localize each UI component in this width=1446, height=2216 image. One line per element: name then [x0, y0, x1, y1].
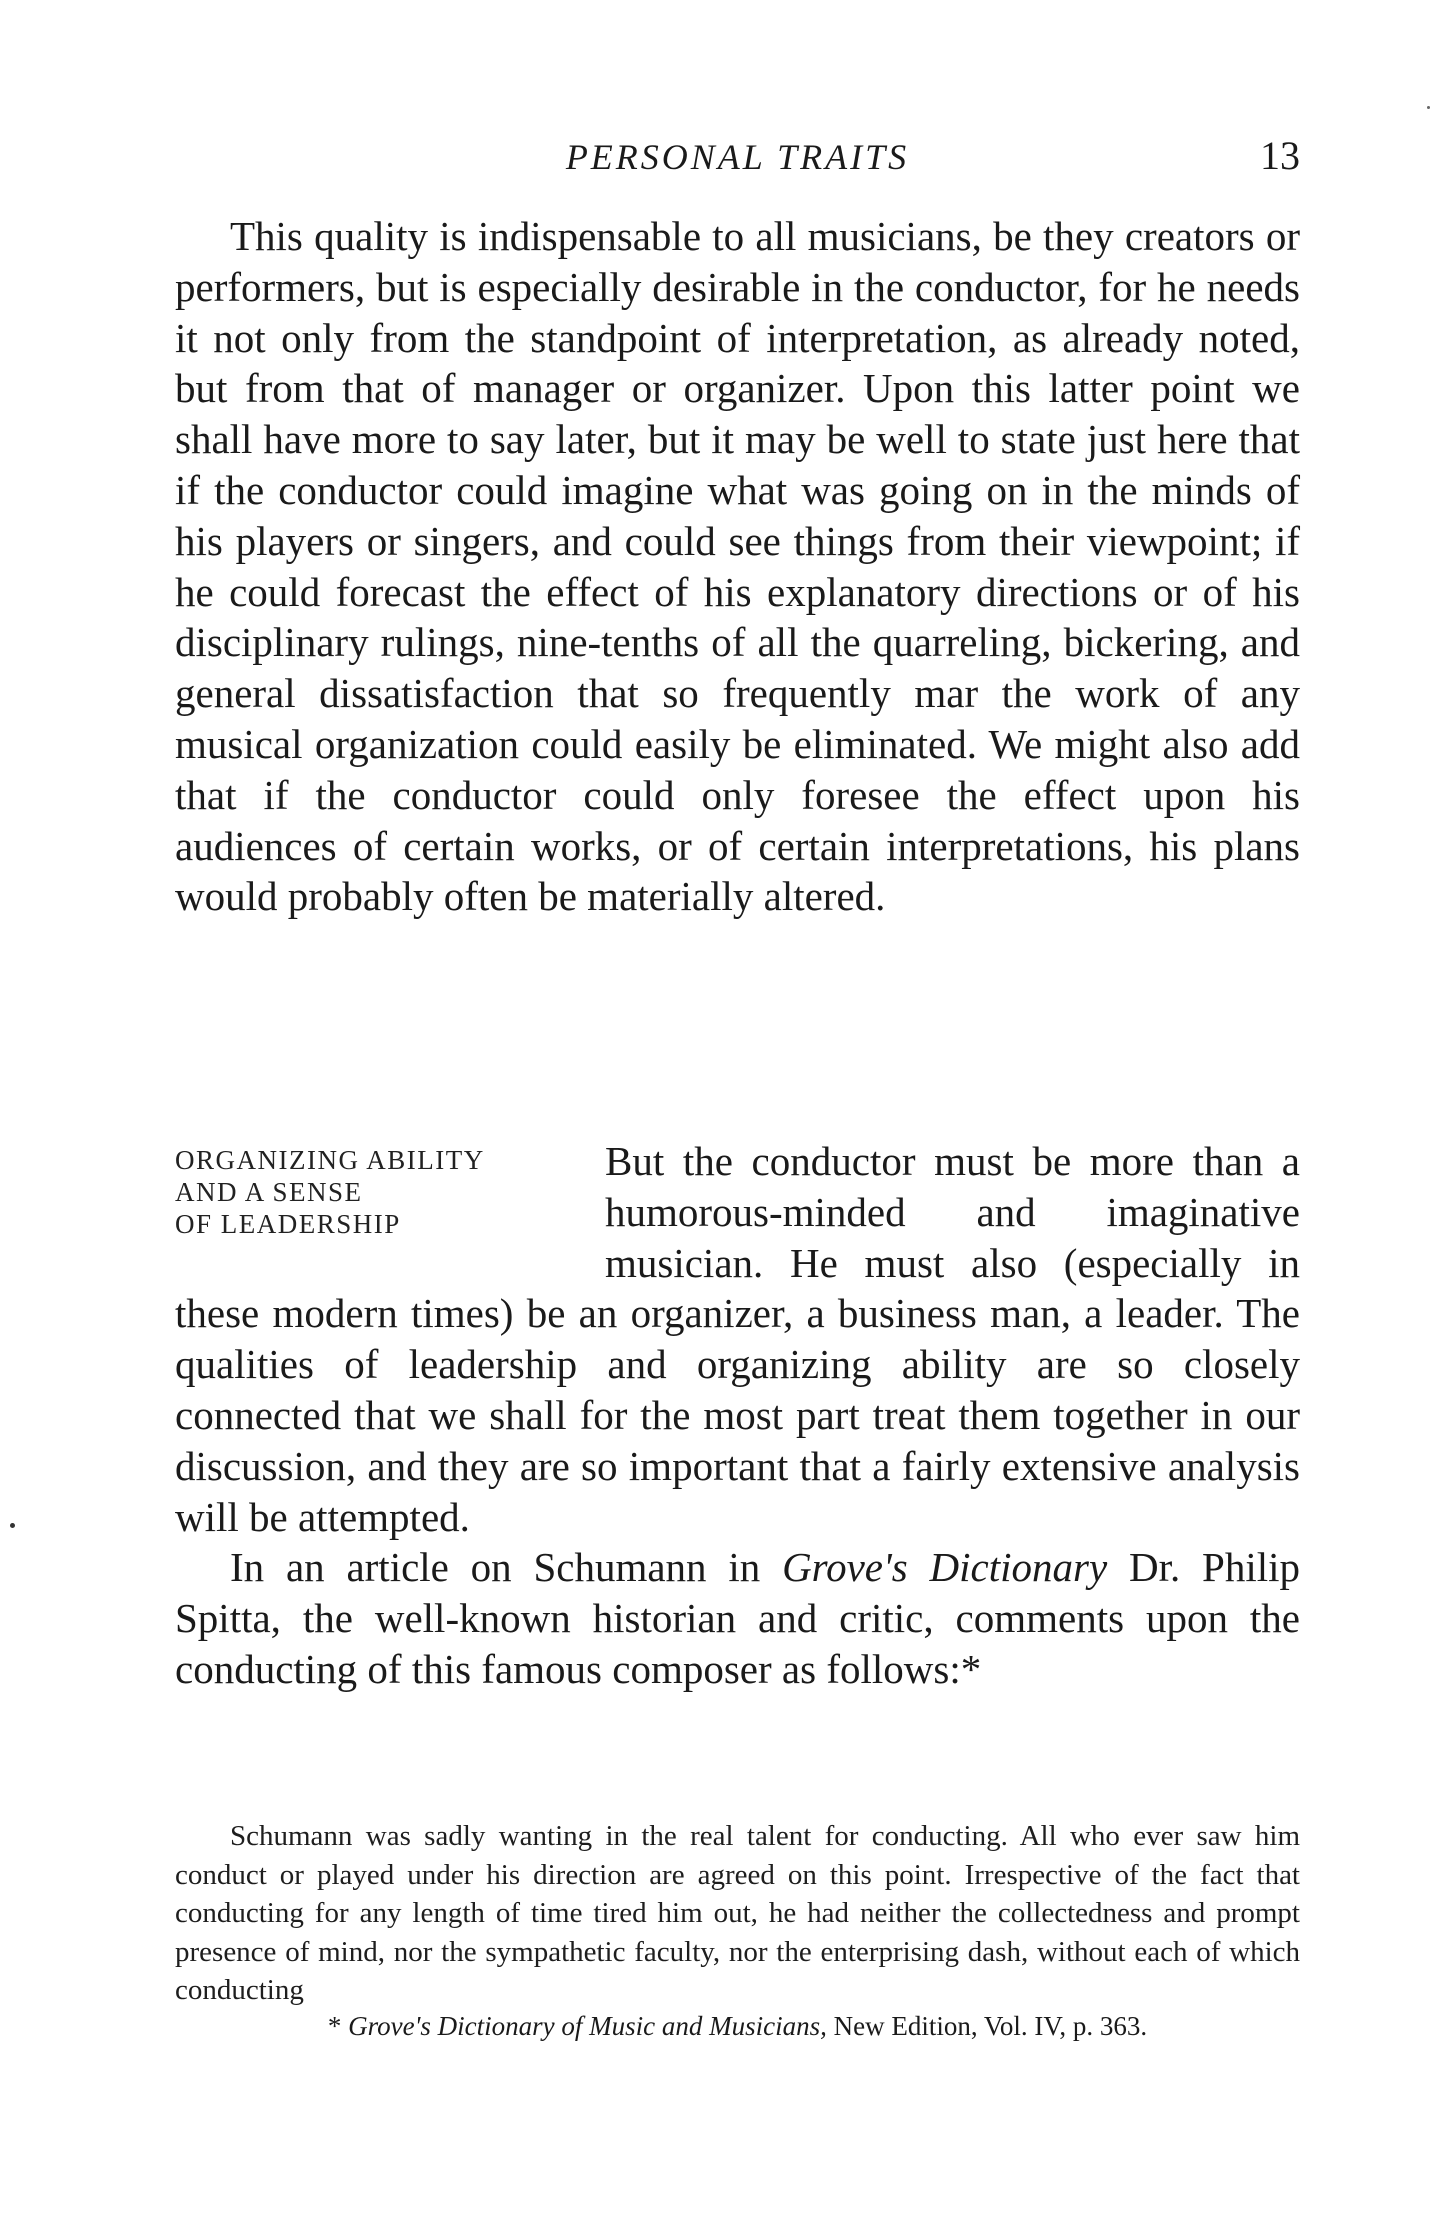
specks — [1427, 106, 1430, 109]
section-organizing-ability — [175, 1136, 1300, 1695]
side-heading — [175, 1144, 605, 1240]
footnote-title: Grove's Dictionary of Music and Musicians, — [348, 2011, 827, 2041]
side-heading-line-2: AND A SENSE — [175, 1177, 363, 1207]
paragraph-3-before: In an article on Schumann in — [230, 1544, 783, 1591]
margin-speck — [10, 1523, 15, 1528]
footnote — [175, 2011, 1300, 2042]
paragraph-3 — [175, 1542, 1300, 1694]
paragraph-2-text: But the conductor must be more than a humorous-minded and imaginative musician. He must also (especially in these modern times) be an organizer, a business man, a leader. The qualities of leadership and organizing ability are so closely connected that we shall for the most part treat them together in our discussion, and they are so important that a fairly extensive analysis will be attempted. — [175, 1138, 1300, 1540]
footnote-marker: * — [327, 2011, 349, 2041]
paragraph-3-after: Dr. Philip Spitta, the well-known historian and critic, comments upon the conducting of this famous composer as follows:* — [175, 1544, 1300, 1692]
running-title: PERSONAL TRAITS — [565, 137, 910, 177]
block-quote-text: Schumann was sadly wanting in the real talent for conducting. All who ever saw him conduct or played under his direction are agreed on this point. Irrespective of the fact that conducting for any length of time tired him out, he had neither the collectedness and prompt presence of mind, nor the sympathetic faculty, nor the enterprising dash, without each of which conducting — [175, 1820, 1300, 2006]
page-header — [175, 128, 1300, 188]
paragraph-1 — [175, 211, 1300, 922]
paragraph-3-italic: Grove's Dictionary — [782, 1544, 1108, 1591]
footnote-citation: New Edition, Vol. IV, p. 363. — [826, 2011, 1148, 2041]
side-heading-line-3: OF LEADERSHIP — [175, 1209, 401, 1239]
page-number: 13 — [1260, 133, 1300, 178]
block-quote — [175, 1817, 1300, 2010]
paragraph-1-text: This quality is indispensable to all musicians, be they creators or performers, but is especially desirable in the conductor, for he needs it not only from the standpoint of interpretation, as already noted, but from that of manager or organizer. Upon this latter point we shall have more to say later, but it may be well to state just here that if the conductor could imagine what was going on in the minds of his players or singers, and could see things from their viewpoint; if he could forecast the effect of his explanatory directions or of his disciplinary rulings, nine-tenths of all the quarreling, bickering, and general dissatisfaction that so frequently mar the work of any musical organization could easily be eliminated. We might also add that if the conductor could only foresee the effect upon his audiences of certain works, or of certain interpretations, his plans would probably often be materially altered. — [175, 213, 1300, 920]
side-heading-line-1: ORGANIZING ABILITY — [175, 1145, 485, 1175]
